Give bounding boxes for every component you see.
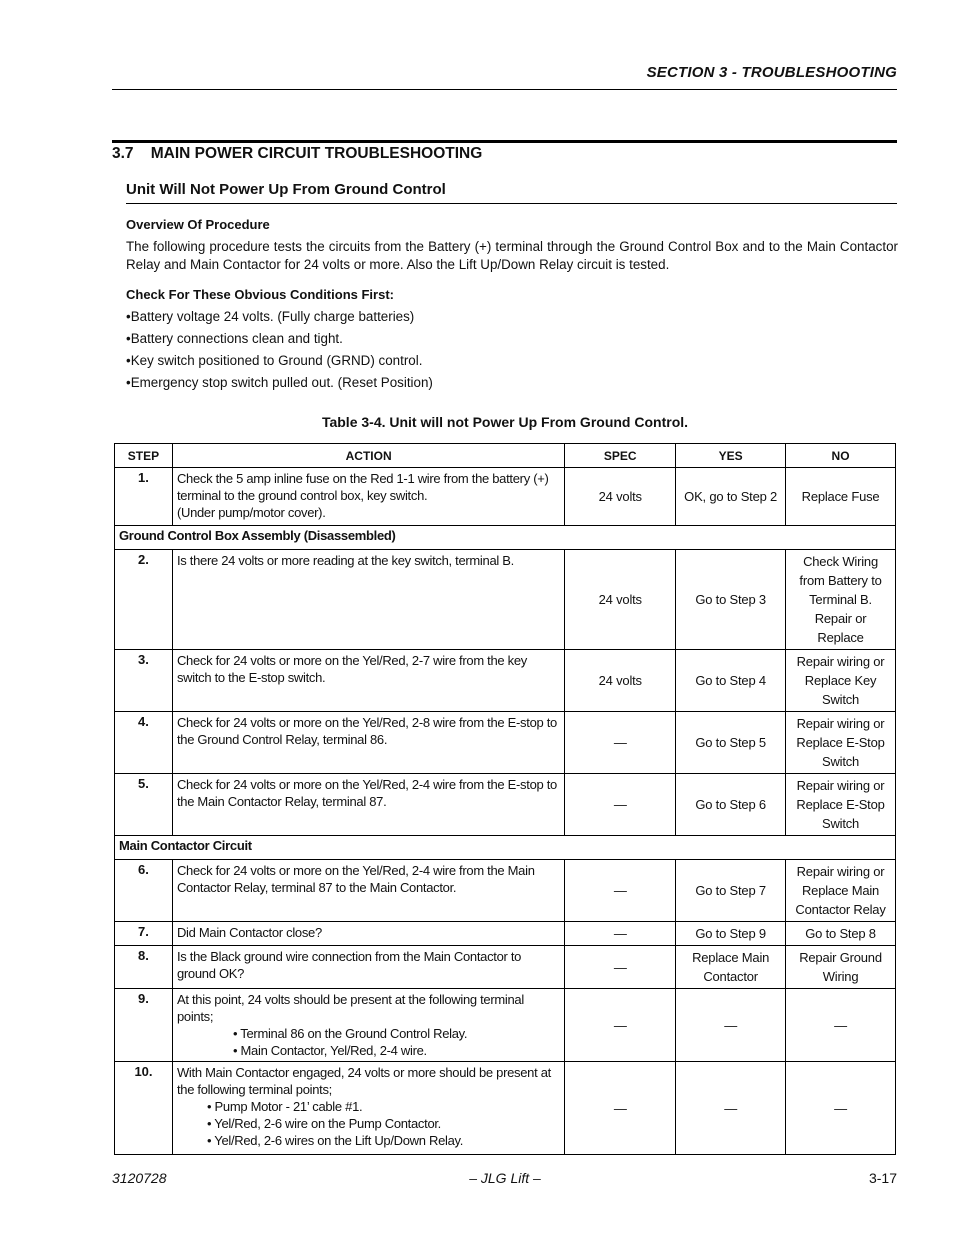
doc-number: 3120728: [112, 1170, 167, 1186]
step-number: 10.: [115, 1062, 173, 1155]
step-number: 2.: [115, 550, 173, 650]
checks-heading: Check For These Obvious Conditions First:: [126, 287, 394, 302]
action-note: (Under pump/motor cover).: [176, 505, 326, 520]
yes-cell: Go to Step 7: [676, 860, 786, 922]
section-rule: [112, 140, 897, 143]
overview-heading: Overview Of Procedure: [126, 217, 270, 232]
yes-cell: Go to Step 5: [676, 712, 786, 774]
header-yes: YES: [676, 444, 786, 468]
footer-brand: – JLG Lift –: [469, 1170, 541, 1186]
subsection-title: Unit Will Not Power Up From Ground Control: [126, 181, 446, 198]
step-number: 8.: [115, 946, 173, 989]
action-text: Check for 24 volts or more on the Yel/Red, 2-8 wire from the E-stop to the Ground Control Relay, terminal 86.: [172, 712, 564, 774]
step-number: 7.: [115, 922, 173, 946]
table-row: [115, 650, 896, 712]
no-cell: Repair wiring or Replace Main Contactor Relay: [786, 860, 896, 922]
step-number: 1.: [115, 468, 173, 526]
spec-cell: 24 volts: [565, 550, 676, 650]
step-number: 3.: [115, 650, 173, 712]
action-text: Is there 24 volts or more reading at the key switch, terminal B.: [172, 550, 564, 650]
no-cell: Repair Ground Wiring: [786, 946, 896, 989]
action-sub-item: • Yel/Red, 2-6 wires on the Lift Up/Down Relay.: [206, 1133, 464, 1148]
action-text: Is the Black ground wire connection from the Main Contactor to ground OK?: [172, 946, 564, 989]
action-text: Check for 24 volts or more on the Yel/Red, 2-4 wire from the Main Contactor Relay, terminal 87 to the Main Contactor.: [172, 860, 564, 922]
table-row: [115, 946, 896, 989]
table-row: [115, 550, 896, 650]
action-text: Check for 24 volts or more on the Yel/Red, 2-4 wire from the E-stop to the Main Contactor Relay, terminal 87.: [172, 774, 564, 836]
yes-cell: OK, go to Step 2: [676, 468, 786, 526]
spec-cell: —: [565, 1062, 676, 1155]
yes-cell: Go to Step 9: [676, 922, 786, 946]
action-cell: [172, 1062, 564, 1155]
header-spec: SPEC: [565, 444, 676, 468]
action-text: Check the 5 amp inline fuse on the Red 1-1 wire from the battery (+) terminal to the ground control box, key switch.: [176, 471, 549, 503]
list-item: • Battery voltage 24 volts. (Fully charge batteries): [126, 308, 433, 330]
table-row: [115, 989, 896, 1062]
spec-cell: 24 volts: [565, 650, 676, 712]
no-cell: —: [786, 1062, 896, 1155]
action-sub-item: • Yel/Red, 2-6 wire on the Pump Contactor.: [206, 1116, 441, 1131]
action-text: With Main Contactor engaged, 24 volts or more should be present at the following terminal points;: [176, 1065, 551, 1097]
list-item: • Key switch positioned to Ground (GRND) control.: [126, 352, 433, 374]
step-number: 5.: [115, 774, 173, 836]
spec-cell: —: [565, 922, 676, 946]
action-text: At this point, 24 volts should be present at the following terminal points;: [176, 992, 524, 1024]
spec-cell: —: [565, 989, 676, 1062]
list-item: • Emergency stop switch pulled out. (Reset Position): [126, 374, 433, 396]
spec-cell: —: [565, 860, 676, 922]
table-row: [115, 860, 896, 922]
action-cell: [172, 989, 564, 1062]
table-group-row: [115, 526, 896, 550]
action-text: Check for 24 volts or more on the Yel/Red, 2-7 wire from the key switch to the E-stop switch.: [172, 650, 564, 712]
troubleshooting-table: [114, 443, 896, 1155]
action-sub-item: • Pump Motor - 21’ cable #1.: [206, 1099, 363, 1114]
table-row: [115, 922, 896, 946]
no-cell: Repair wiring or Replace E-Stop Switch: [786, 712, 896, 774]
table-header-row: [115, 444, 896, 468]
yes-cell: Go to Step 3: [676, 550, 786, 650]
yes-cell: Replace Main Contactor: [676, 946, 786, 989]
spec-cell: —: [565, 946, 676, 989]
action-sub-item: • Main Contactor, Yel/Red, 2-4 wire.: [232, 1043, 427, 1058]
no-cell: Replace Fuse: [786, 468, 896, 526]
yes-cell: —: [676, 989, 786, 1062]
page-number: 3-17: [868, 1170, 897, 1186]
yes-cell: —: [676, 1062, 786, 1155]
action-cell: [172, 468, 564, 526]
no-cell: Check Wiring from Battery to Terminal B. Repair or Replace: [786, 550, 896, 650]
no-cell: —: [786, 989, 896, 1062]
action-sub-item: • Terminal 86 on the Ground Control Relay.: [232, 1026, 468, 1041]
step-number: 9.: [115, 989, 173, 1062]
group-label: Ground Control Box Assembly (Disassembled): [115, 526, 896, 550]
table-row: [115, 712, 896, 774]
table-row: [115, 774, 896, 836]
section-header: SECTION 3 - TROUBLESHOOTING: [646, 64, 897, 81]
step-number: 4.: [115, 712, 173, 774]
header-action: ACTION: [172, 444, 564, 468]
table-row: [115, 1062, 896, 1155]
header-step: STEP: [115, 444, 173, 468]
checks-list: [126, 308, 433, 396]
overview-paragraph: The following procedure tests the circuits from the Battery (+) terminal through the Ground Control Box and to the Main Contactor Relay and Main Contactor for 24 volts or more. Also the Lift Up/Down Relay circuit is tested.: [126, 239, 898, 272]
no-cell: Repair wiring or Replace Key Switch: [786, 650, 896, 712]
table-group-row: [115, 836, 896, 860]
header-no: NO: [786, 444, 896, 468]
action-text: Did Main Contactor close?: [172, 922, 564, 946]
section-title: 3.7 MAIN POWER CIRCUIT TROUBLESHOOTING: [112, 145, 483, 162]
yes-cell: Go to Step 4: [676, 650, 786, 712]
no-cell: Repair wiring or Replace E-Stop Switch: [786, 774, 896, 836]
yes-cell: Go to Step 6: [676, 774, 786, 836]
step-number: 6.: [115, 860, 173, 922]
header-rule: [112, 89, 897, 90]
spec-cell: —: [565, 712, 676, 774]
subsection-rule: [126, 203, 897, 204]
table-title: Table 3-4. Unit will not Power Up From Ground Control.: [321, 414, 689, 430]
table-row: [115, 468, 896, 526]
spec-cell: 24 volts: [565, 468, 676, 526]
no-cell: Go to Step 8: [786, 922, 896, 946]
list-item: • Battery connections clean and tight.: [126, 330, 433, 352]
group-label: Main Contactor Circuit: [115, 836, 896, 860]
spec-cell: —: [565, 774, 676, 836]
